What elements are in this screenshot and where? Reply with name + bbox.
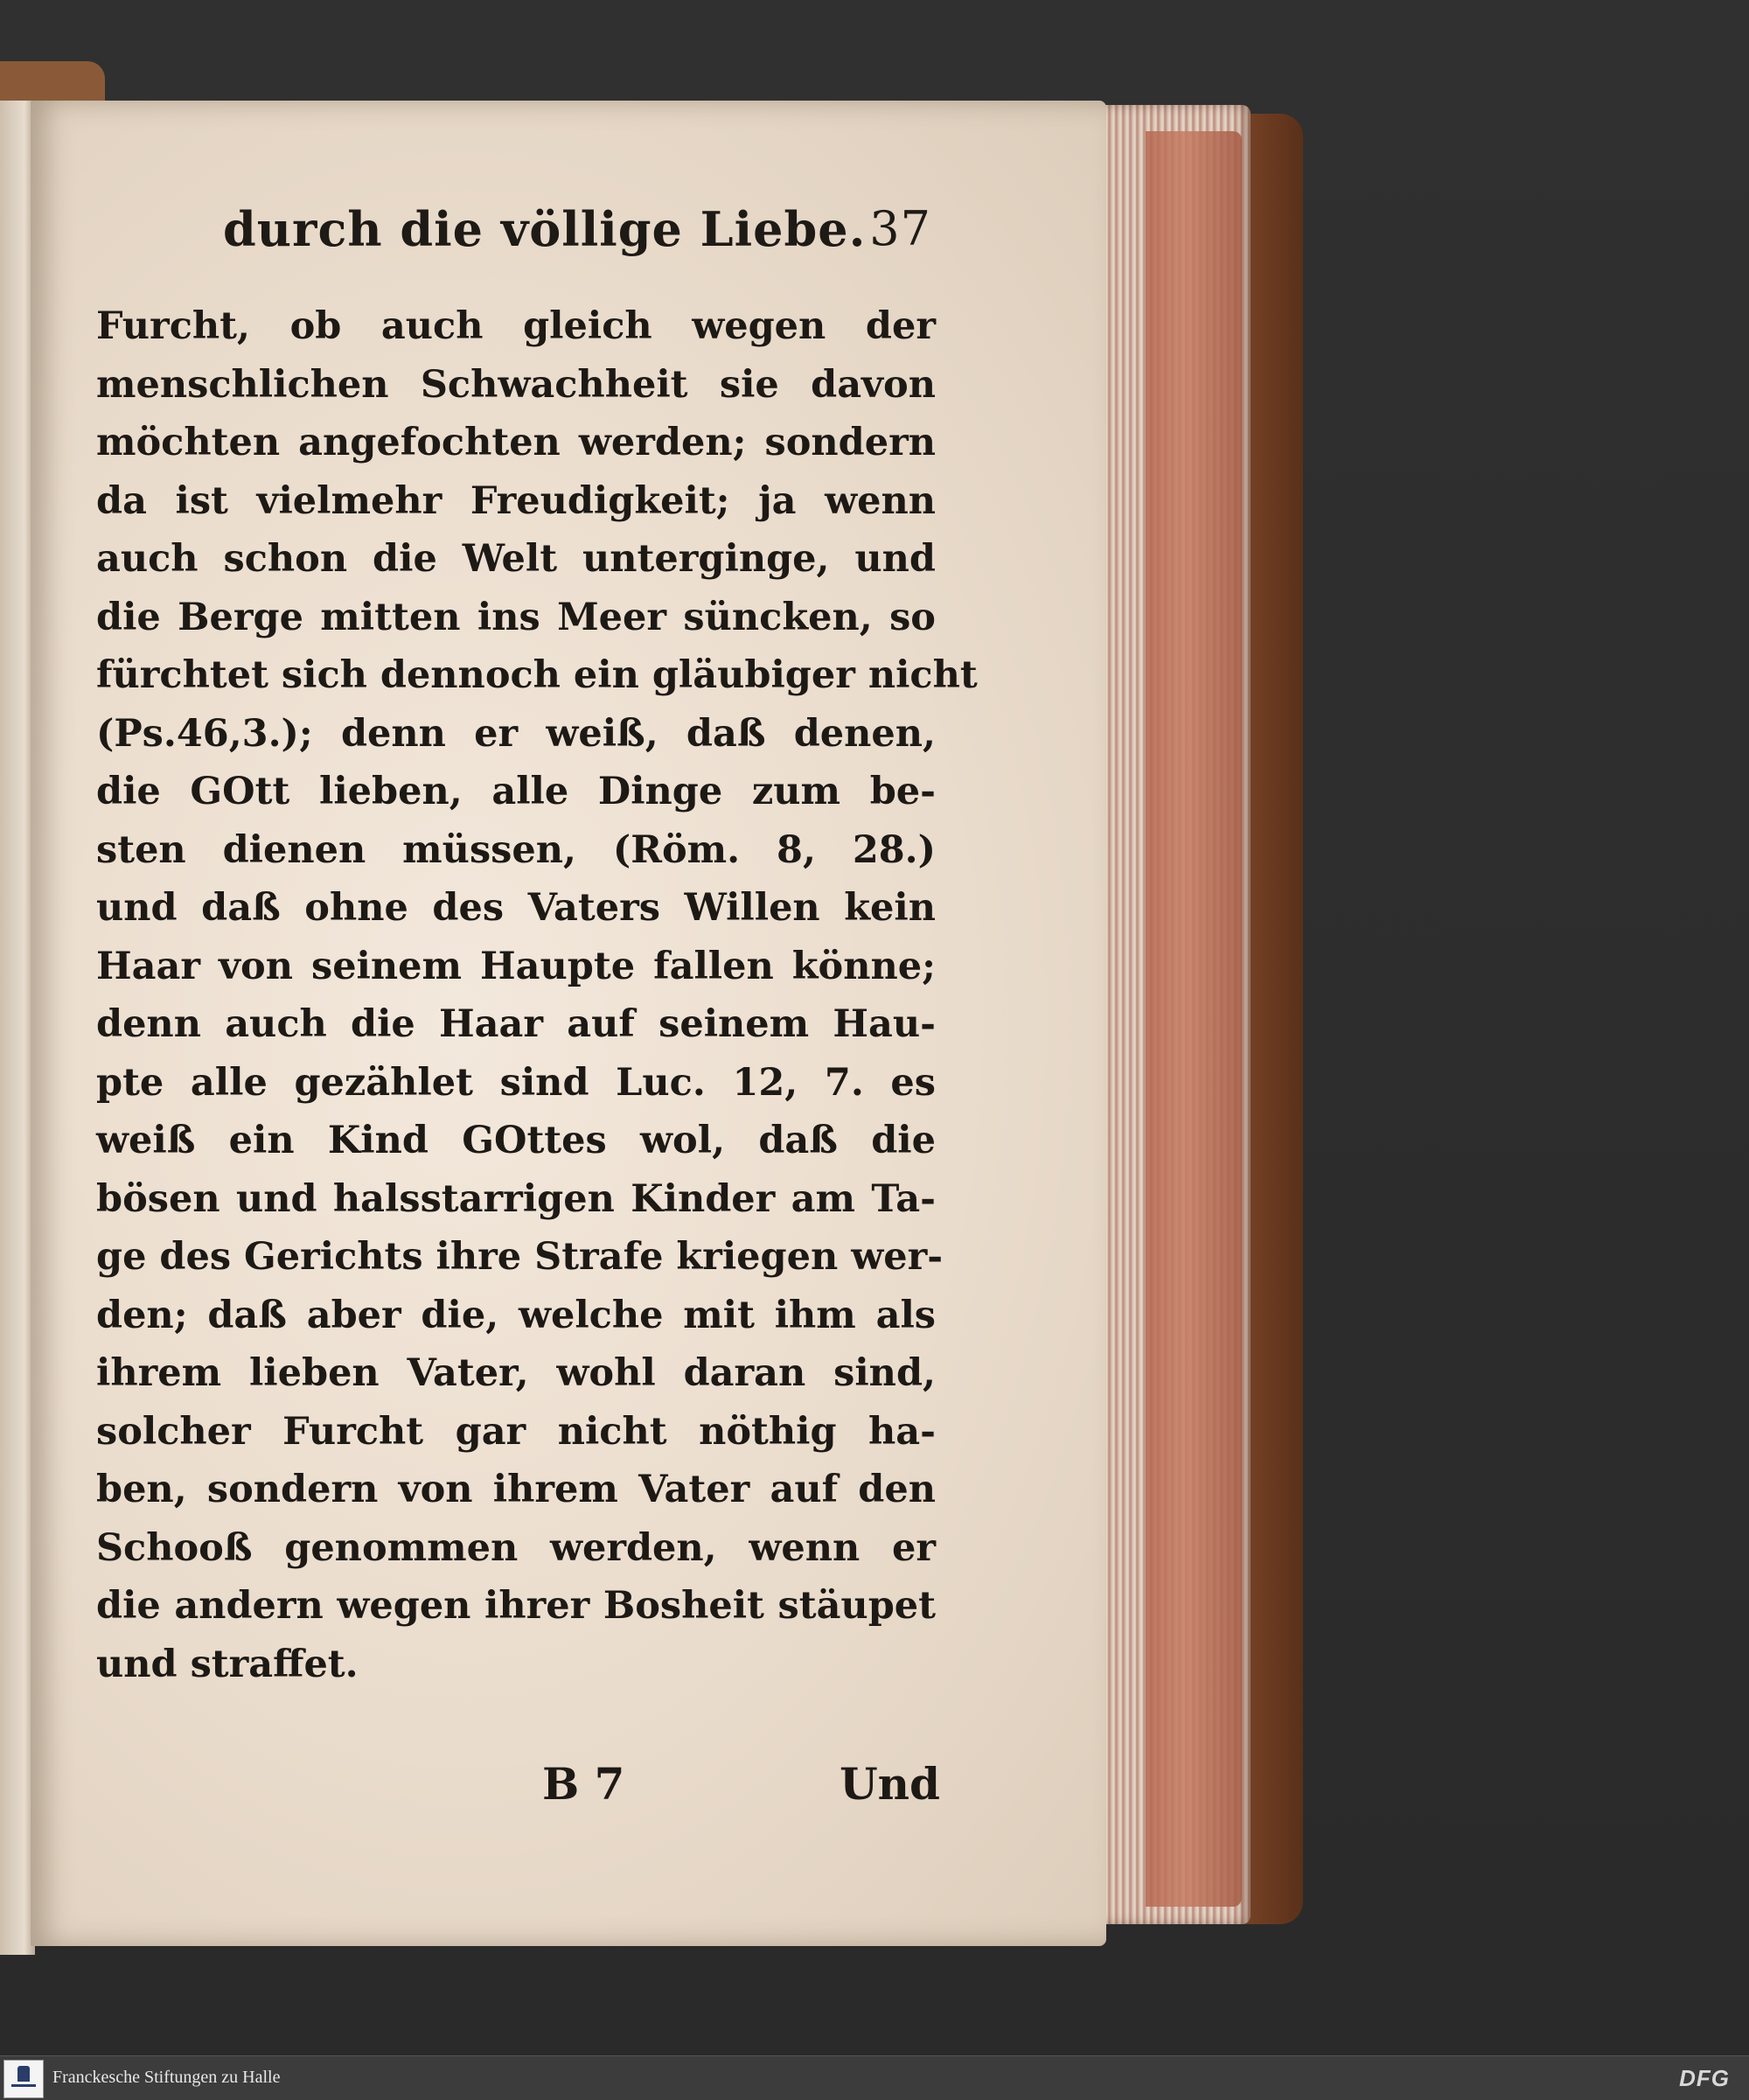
running-head [223, 201, 931, 262]
text-line: da ist vielmehr Freudigkeit; ja wenn [96, 478, 936, 523]
text-line: die Berge mitten ins Meer süncken, so [96, 595, 936, 639]
text-line: den; daß aber die, welche mit ihm als [96, 1293, 936, 1337]
dfg-logo[interactable]: DFG [1679, 2065, 1730, 2091]
logo-mark [17, 2066, 30, 2082]
left-page-edge [0, 101, 35, 1955]
logo-base [11, 2084, 36, 2087]
institution-name[interactable]: Franckesche Stiftungen zu Halle [52, 2068, 281, 2087]
text-line: auch schon die Welt unterginge, und [96, 537, 936, 581]
text-line: denn auch die Haar auf seinem Hau- [96, 1002, 936, 1046]
text-line: pte alle gezählet sind Luc. 12, 7. es [96, 1060, 936, 1105]
text-line: und daß ohne des Vaters Willen kein [96, 886, 936, 930]
text-line: (Ps.46,3.); denn er weiß, daß denen, [96, 711, 936, 756]
text-line: menschlichen Schwachheit sie davon [96, 362, 936, 407]
signature-mark: B 7 [542, 1758, 625, 1810]
text-line: bösen und halsstarrigen Kinder am Ta- [96, 1176, 936, 1221]
catchword: Und [840, 1758, 940, 1810]
text-line: Furcht, ob auch gleich wegen der [96, 304, 936, 348]
body-text [96, 297, 978, 1693]
text-line: möchten angefochten werden; sondern [96, 421, 936, 464]
francke-foundation-logo-icon[interactable] [3, 2060, 44, 2098]
text-line: die andern wegen ihrer Bosheit stäupet [96, 1584, 936, 1628]
institution-bar [0, 2055, 1749, 2100]
running-head-title: durch die völlige Liebe. [223, 201, 867, 257]
text-line: solcher Furcht gar nicht nöthig ha- [96, 1409, 936, 1454]
text-line: Schooß genommen werden, wenn er [96, 1525, 936, 1570]
text-line: weiß ein Kind GOttes wol, daß die [96, 1119, 936, 1162]
text-line: die GOtt lieben, alle Dinge zum be- [96, 770, 936, 813]
text-line: sten dienen müssen, (Röm. 8, 28.) [96, 827, 936, 872]
page-footer [96, 1758, 940, 1819]
text-line: und straffet. [96, 1642, 359, 1686]
text-line: Haar von seinem Haupte fallen könne; [96, 944, 936, 988]
text-line: ge des Gerichts ihre Strafe kriegen wer- [96, 1235, 944, 1279]
text-line: fürchtet sich dennoch ein gläubiger nicht [96, 653, 978, 697]
text-line: ben, sondern von ihrem Vater auf den [96, 1468, 936, 1511]
page-number: 37 [869, 201, 931, 256]
text-line: ihrem lieben Vater, wohl daran sind, [96, 1351, 936, 1395]
